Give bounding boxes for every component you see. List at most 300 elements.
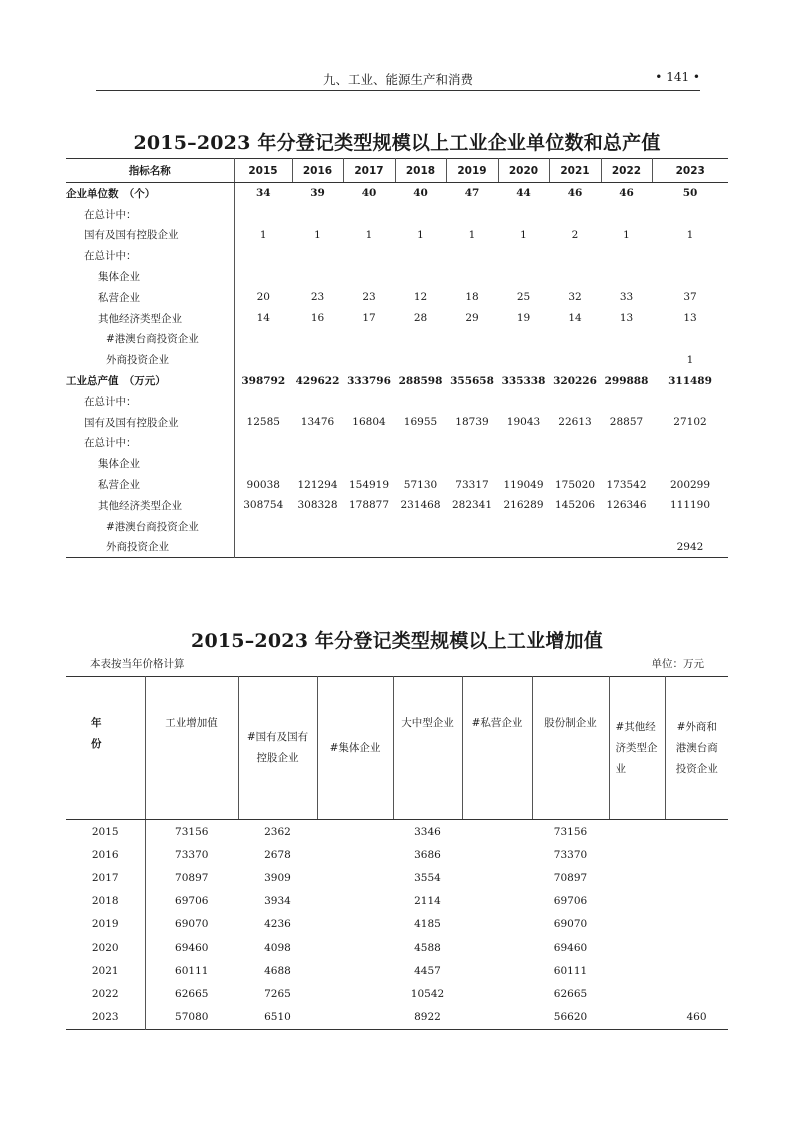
table-cell xyxy=(601,537,652,558)
table-cell: 4588 xyxy=(414,941,441,954)
table-cell: 3554 xyxy=(414,871,441,884)
table-cell xyxy=(549,266,601,287)
table-cell: 44 xyxy=(516,187,531,200)
table-cell: 10542 xyxy=(410,987,445,1000)
table-cell xyxy=(292,204,343,225)
table-cell: 69460 xyxy=(553,941,588,954)
year-header: 2017 xyxy=(343,159,395,183)
table-cell xyxy=(549,516,601,537)
table-cell: 1 xyxy=(365,228,373,241)
foreign-hkmt-header: #外商和港澳台商投资企业 xyxy=(665,677,728,820)
table-row xyxy=(66,495,728,516)
table-cell: 37 xyxy=(683,291,697,304)
table-cell xyxy=(652,329,728,350)
table-cell xyxy=(234,391,292,412)
table-row xyxy=(66,913,728,936)
table-cell: 19 xyxy=(516,312,531,325)
table-row xyxy=(66,349,728,370)
table-cell xyxy=(462,866,532,889)
table-cell xyxy=(446,391,498,412)
table-cell xyxy=(395,245,446,266)
table-cell xyxy=(343,433,395,454)
table-cell: 2678 xyxy=(264,848,291,861)
table-cell xyxy=(395,516,446,537)
table-cell: 111190 xyxy=(669,499,711,512)
table-cell: 308754 xyxy=(243,499,284,512)
table-cell xyxy=(652,204,728,225)
row-label: 集体企业 xyxy=(66,266,234,287)
industrial-value-added-table xyxy=(66,676,728,1030)
table-cell: 4688 xyxy=(264,964,291,977)
table-cell xyxy=(665,866,728,889)
table-cell xyxy=(601,245,652,266)
table-cell xyxy=(601,391,652,412)
table-cell: 2 xyxy=(571,228,579,241)
table-cell: 50 xyxy=(682,187,698,200)
table-cell: 4457 xyxy=(414,964,441,977)
table-cell: 14 xyxy=(256,312,270,325)
table-cell xyxy=(446,453,498,474)
table-row xyxy=(66,890,728,913)
table-cell xyxy=(395,453,446,474)
table-row xyxy=(66,516,728,537)
table-cell: 29 xyxy=(465,312,479,325)
table-cell: 1 xyxy=(520,228,527,241)
table-cell xyxy=(462,1006,532,1030)
table-cell: 69460 xyxy=(175,941,209,954)
table-cell xyxy=(292,245,343,266)
table-cell xyxy=(462,820,532,844)
table-cell: 2114 xyxy=(414,895,441,908)
year-header: 2019 xyxy=(446,159,498,183)
table-cell xyxy=(234,433,292,454)
table-cell xyxy=(609,866,665,889)
year-header: 2016 xyxy=(292,159,343,183)
table-cell xyxy=(498,391,549,412)
row-label: 其他经济类型企业 xyxy=(66,308,234,329)
year-header: 2018 xyxy=(395,159,446,183)
table-cell: 14 xyxy=(568,312,582,325)
enterprise-count-output-table xyxy=(66,158,728,558)
table-row xyxy=(66,370,728,391)
table-cell: 60111 xyxy=(553,964,588,977)
table-cell xyxy=(665,890,728,913)
row-label: 企业单位数 （个） xyxy=(66,183,234,204)
table-cell xyxy=(234,349,292,370)
table-cell xyxy=(343,537,395,558)
table-cell: 34 xyxy=(255,187,271,200)
table-cell xyxy=(446,516,498,537)
table-cell: 12 xyxy=(413,291,428,304)
table-cell xyxy=(609,890,665,913)
table-cell xyxy=(609,913,665,936)
table-cell xyxy=(343,266,395,287)
year-cell: 2019 xyxy=(66,913,145,936)
year-column-header: 年 份 xyxy=(66,677,145,820)
table-cell: 28 xyxy=(413,312,428,325)
row-label: 在总计中： xyxy=(66,391,234,412)
table-cell: 175020 xyxy=(554,478,596,491)
table-cell xyxy=(343,204,395,225)
table-cell xyxy=(498,266,549,287)
table-cell: 28857 xyxy=(609,416,644,429)
table-cell xyxy=(446,245,498,266)
table-cell: 6510 xyxy=(264,1011,291,1024)
table-cell xyxy=(601,204,652,225)
year-header: 2023 xyxy=(652,159,728,183)
table-cell xyxy=(652,516,728,537)
table-cell xyxy=(601,433,652,454)
row-label: #港澳台商投资企业 xyxy=(66,329,234,350)
table-cell xyxy=(395,391,446,412)
table-cell: 19043 xyxy=(506,416,541,429)
table-cell xyxy=(395,204,446,225)
table-cell xyxy=(395,349,446,370)
table1-header-row xyxy=(66,159,728,183)
table-cell: 39 xyxy=(310,187,325,200)
table-cell: 73370 xyxy=(553,848,588,861)
table-cell: 1 xyxy=(686,228,694,241)
table-cell: 23 xyxy=(362,291,376,304)
table-cell xyxy=(446,433,498,454)
table-cell: 145206 xyxy=(554,499,596,512)
other-types-header: #其他经济类型企业 xyxy=(609,677,665,820)
year-cell: 2021 xyxy=(66,959,145,982)
table-cell: 62665 xyxy=(175,987,209,1000)
table-cell: 288598 xyxy=(398,374,443,387)
table-cell: 216289 xyxy=(503,499,544,512)
table-cell: 13 xyxy=(683,312,697,325)
table-cell xyxy=(601,453,652,474)
table-cell xyxy=(665,820,728,844)
shareholding-header: 股份制企业 xyxy=(532,677,609,820)
table-cell xyxy=(549,245,601,266)
table-cell xyxy=(317,959,393,982)
table-cell: 46 xyxy=(619,187,634,200)
table-cell: 73317 xyxy=(455,478,489,491)
table-cell: 69070 xyxy=(553,918,588,931)
table-cell xyxy=(498,453,549,474)
table-cell xyxy=(317,820,393,844)
table-cell xyxy=(462,913,532,936)
table-cell xyxy=(446,266,498,287)
table-cell: 13476 xyxy=(300,416,335,429)
year-cell: 2016 xyxy=(66,843,145,866)
table-cell xyxy=(609,1006,665,1030)
collective-header: #集体企业 xyxy=(317,677,393,820)
table-cell xyxy=(292,516,343,537)
table-cell: 1 xyxy=(314,228,321,241)
table2-header-row xyxy=(66,677,728,820)
table-cell xyxy=(343,349,395,370)
section-title: 九、工业、能源生产和消费 xyxy=(322,72,473,87)
table-cell xyxy=(498,537,549,558)
year-cell: 2020 xyxy=(66,936,145,959)
table-cell: 46 xyxy=(567,187,583,200)
table-cell xyxy=(343,516,395,537)
table-cell xyxy=(549,433,601,454)
table-cell xyxy=(343,245,395,266)
year-header: 2022 xyxy=(601,159,652,183)
table-cell xyxy=(462,959,532,982)
table-row xyxy=(66,1006,728,1030)
table-cell xyxy=(498,204,549,225)
row-label: 在总计中： xyxy=(66,204,234,225)
table-cell xyxy=(665,913,728,936)
table-cell: 231468 xyxy=(400,499,441,512)
row-label: 工业总产值 （万元） xyxy=(66,370,234,391)
table-cell: 200299 xyxy=(669,478,711,491)
table-row xyxy=(66,266,728,287)
table-cell: 90038 xyxy=(246,478,280,491)
table-cell: 57130 xyxy=(403,478,438,491)
table-cell: 60111 xyxy=(175,964,209,977)
table-cell: 2942 xyxy=(676,540,704,553)
table-cell xyxy=(317,866,393,889)
row-label: 外商投资企业 xyxy=(66,537,234,558)
table-cell xyxy=(234,516,292,537)
table-cell xyxy=(609,936,665,959)
table-cell: 69706 xyxy=(175,895,209,908)
table-cell xyxy=(292,537,343,558)
table-cell: 27102 xyxy=(673,416,707,429)
table-row xyxy=(66,982,728,1005)
table-row xyxy=(66,820,728,844)
table-cell: 73156 xyxy=(175,825,209,838)
table-cell: 1 xyxy=(259,228,267,241)
table-cell: 311489 xyxy=(668,374,712,387)
table-cell: 429622 xyxy=(295,374,340,387)
table-row xyxy=(66,329,728,350)
table-cell xyxy=(292,266,343,287)
table-cell: 13 xyxy=(619,312,634,325)
table-cell: 16955 xyxy=(403,416,438,429)
table-cell xyxy=(234,537,292,558)
table-cell xyxy=(549,329,601,350)
table-cell xyxy=(292,349,343,370)
table-cell: 460 xyxy=(686,1011,707,1024)
table-cell xyxy=(446,349,498,370)
year-header: 2020 xyxy=(498,159,549,183)
table-cell: 40 xyxy=(361,187,377,200)
table-cell: 17 xyxy=(362,312,376,325)
year-cell: 2018 xyxy=(66,890,145,913)
table-cell: 20 xyxy=(256,291,270,304)
table-row xyxy=(66,959,728,982)
table-cell xyxy=(601,516,652,537)
indicator-name-header: 指标名称 xyxy=(66,159,234,183)
table-cell: 1 xyxy=(686,353,694,366)
table-row xyxy=(66,936,728,959)
table-cell xyxy=(601,349,652,370)
row-label: 国有及国有控股企业 xyxy=(66,225,234,246)
table-cell: 73156 xyxy=(553,825,588,838)
table-row xyxy=(66,391,728,412)
value-added-header: 工业增加值 xyxy=(145,677,238,820)
table-cell: 333796 xyxy=(347,374,391,387)
table-cell xyxy=(549,349,601,370)
table-cell xyxy=(665,982,728,1005)
table-cell xyxy=(462,843,532,866)
table-cell xyxy=(234,266,292,287)
table-cell: 355658 xyxy=(450,374,494,387)
table-cell: 40 xyxy=(413,187,428,200)
table-cell: 22613 xyxy=(558,416,592,429)
year-cell: 2022 xyxy=(66,982,145,1005)
table-cell: 32 xyxy=(568,291,582,304)
table-cell xyxy=(498,329,549,350)
table-cell xyxy=(395,433,446,454)
row-label: 在总计中： xyxy=(66,433,234,454)
table-cell xyxy=(292,329,343,350)
table-cell: 126346 xyxy=(606,499,647,512)
table-cell xyxy=(446,537,498,558)
table-cell xyxy=(549,453,601,474)
table-cell: 4236 xyxy=(264,918,291,931)
table-cell: 4098 xyxy=(264,941,291,954)
table-cell: 1 xyxy=(623,228,630,241)
table-cell: 4185 xyxy=(414,918,441,931)
table-cell: 33 xyxy=(619,291,634,304)
table-cell xyxy=(462,890,532,913)
table-row xyxy=(66,412,728,433)
table-cell xyxy=(234,453,292,474)
table-cell xyxy=(343,329,395,350)
table-cell xyxy=(343,453,395,474)
table-row xyxy=(66,866,728,889)
table-row xyxy=(66,537,728,558)
table-cell: 12585 xyxy=(246,416,280,429)
table-cell: 8922 xyxy=(414,1011,441,1024)
private-header: #私营企业 xyxy=(462,677,532,820)
table-cell xyxy=(234,329,292,350)
row-label: 私营企业 xyxy=(66,474,234,495)
table-row xyxy=(66,453,728,474)
table-cell xyxy=(317,890,393,913)
table-cell xyxy=(609,843,665,866)
row-label: 集体企业 xyxy=(66,453,234,474)
row-label: 外商投资企业 xyxy=(66,349,234,370)
table-cell: 73370 xyxy=(175,848,209,861)
table-row xyxy=(66,245,728,266)
table-cell xyxy=(609,982,665,1005)
table-row xyxy=(66,183,728,204)
table-cell xyxy=(395,329,446,350)
large-medium-header: 大中型企业 xyxy=(393,677,462,820)
table-cell xyxy=(549,537,601,558)
table-cell: 1 xyxy=(468,228,476,241)
table-cell xyxy=(292,433,343,454)
table-cell xyxy=(601,329,652,350)
table-cell: 69706 xyxy=(553,895,588,908)
table-cell xyxy=(609,959,665,982)
table-row xyxy=(66,204,728,225)
row-label: 在总计中： xyxy=(66,245,234,266)
table-cell: 335338 xyxy=(501,374,546,387)
running-header xyxy=(96,68,700,91)
year-header: 2015 xyxy=(234,159,292,183)
table-cell: 173542 xyxy=(606,478,647,491)
unit-note: 单位：万元 xyxy=(651,658,704,670)
table-cell xyxy=(609,820,665,844)
table-cell: 23 xyxy=(310,291,325,304)
table-cell xyxy=(652,245,728,266)
table-cell xyxy=(498,349,549,370)
row-label: 国有及国有控股企业 xyxy=(66,412,234,433)
table-cell xyxy=(498,516,549,537)
table-cell: 25 xyxy=(516,291,531,304)
table-cell: 3686 xyxy=(414,848,441,861)
table2-title: 2015–2023 年分登记类型规模以上工业增加值 xyxy=(191,630,603,652)
table-cell: 57080 xyxy=(175,1011,209,1024)
table-cell xyxy=(317,843,393,866)
table-row xyxy=(66,308,728,329)
table-cell xyxy=(462,936,532,959)
table-cell xyxy=(652,391,728,412)
table-cell xyxy=(292,391,343,412)
table-cell xyxy=(234,245,292,266)
table-cell xyxy=(343,391,395,412)
table-cell: 18739 xyxy=(455,416,489,429)
table-cell: 56620 xyxy=(553,1011,588,1024)
table-cell xyxy=(652,433,728,454)
table-cell xyxy=(665,959,728,982)
table-cell: 282341 xyxy=(451,499,493,512)
table-cell: 18 xyxy=(465,291,479,304)
table-cell xyxy=(317,982,393,1005)
table-cell xyxy=(665,936,728,959)
table-cell xyxy=(601,266,652,287)
table-row xyxy=(66,843,728,866)
row-label: 私营企业 xyxy=(66,287,234,308)
table-row xyxy=(66,474,728,495)
table-cell: 178877 xyxy=(348,499,390,512)
row-label: #港澳台商投资企业 xyxy=(66,516,234,537)
table-cell: 47 xyxy=(464,187,480,200)
price-basis-note: 本表按当年价格计算 xyxy=(90,658,185,670)
table-cell: 308328 xyxy=(297,499,338,512)
table-cell: 3346 xyxy=(414,825,441,838)
table-cell xyxy=(234,204,292,225)
table-cell: 7265 xyxy=(264,987,291,1000)
table-cell xyxy=(317,1006,393,1030)
state-owned-header: #国有及国有控股企业 xyxy=(238,677,317,820)
table-cell: 299888 xyxy=(604,374,649,387)
table-cell xyxy=(292,453,343,474)
table-cell: 62665 xyxy=(553,987,588,1000)
table-cell: 154919 xyxy=(348,478,390,491)
table-cell xyxy=(549,391,601,412)
year-cell: 2023 xyxy=(66,1006,145,1030)
table-cell xyxy=(446,204,498,225)
table-cell: 16804 xyxy=(352,416,386,429)
table-cell xyxy=(395,537,446,558)
table-cell xyxy=(652,453,728,474)
table-cell xyxy=(317,913,393,936)
table-cell xyxy=(498,433,549,454)
table-cell xyxy=(446,329,498,350)
table1-title: 2015–2023 年分登记类型规模以上工业企业单位数和总产值 xyxy=(133,132,661,154)
table-cell: 70897 xyxy=(175,871,209,884)
table-cell xyxy=(665,843,728,866)
table-cell xyxy=(317,936,393,959)
table-cell: 2362 xyxy=(264,825,291,838)
table-row xyxy=(66,433,728,454)
table-cell xyxy=(652,266,728,287)
table-cell: 320226 xyxy=(553,374,597,387)
table-cell xyxy=(462,982,532,1005)
table-cell: 119049 xyxy=(503,478,544,491)
